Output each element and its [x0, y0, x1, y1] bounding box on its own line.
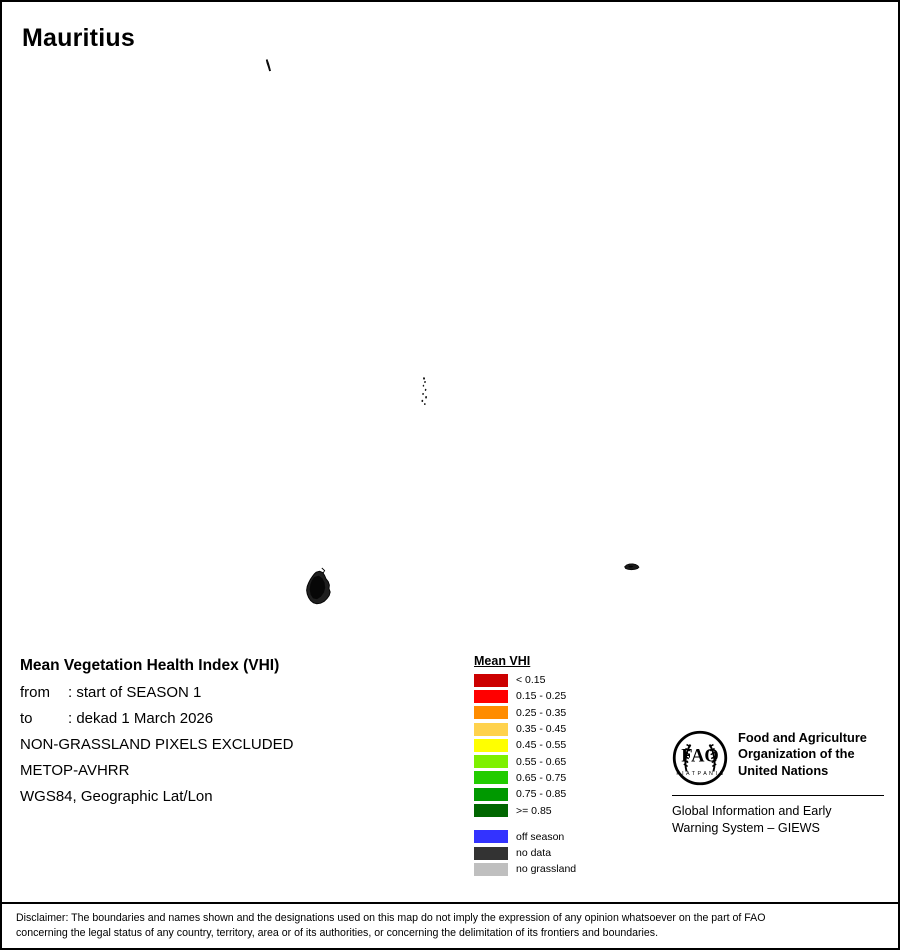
legend-label: 0.35 - 0.45	[516, 723, 567, 736]
legend-label: 0.15 - 0.25	[516, 690, 567, 703]
disclaimer-line-1: Disclaimer: The boundaries and names shown and the designations used on this map do not imply the expression of any opinion whatsoever on the part of FAO	[16, 912, 766, 925]
legend-label: no grassland	[516, 863, 577, 876]
metadata-projection: WGS84, Geographic Lat/Lon	[20, 788, 213, 805]
legend-label: off season	[516, 830, 565, 843]
legend-swatch-icon	[474, 674, 508, 687]
legend-label: 0.45 - 0.55	[516, 739, 567, 752]
legend	[474, 654, 654, 878]
page-title: Mauritius	[22, 24, 135, 52]
metadata-from-row	[20, 684, 440, 701]
legend-spacer	[474, 819, 654, 829]
giews-system-name	[672, 803, 884, 836]
legend-item-off-season	[474, 829, 654, 845]
legend-item	[474, 737, 654, 753]
fao-organization-name	[738, 730, 867, 779]
legend-label: < 0.15	[516, 674, 546, 687]
legend-swatch-icon	[474, 804, 508, 817]
map-metadata	[20, 657, 440, 814]
fao-org-line-2: Organization of the	[738, 746, 855, 762]
legend-swatch-icon	[474, 771, 508, 784]
disclaimer-line-2: concerning the legal status of any country, territory, area or of its authorities, or concerning the delimitation of its frontiers and boundaries.	[16, 926, 659, 939]
metadata-note: NON-GRASSLAND PIXELS EXCLUDED	[20, 736, 294, 753]
island-cargados-carajos	[422, 378, 427, 405]
legend-item	[474, 802, 654, 818]
metadata-to-key: to	[20, 710, 33, 727]
legend-title: Mean VHI	[474, 654, 531, 668]
legend-swatch-icon	[474, 723, 508, 736]
legend-label: 0.25 - 0.35	[516, 706, 567, 719]
legend-label: no data	[516, 847, 552, 860]
legend-swatch-icon	[474, 847, 508, 860]
disclaimer	[2, 902, 898, 948]
svg-text:F I A T P A N I S: F I A T P A N I S	[676, 770, 724, 777]
legend-swatch-icon	[474, 863, 508, 876]
giews-line-2: Warning System – GIEWS	[672, 820, 820, 835]
island-rodrigues	[625, 564, 639, 570]
legend-label: 0.75 - 0.85	[516, 788, 567, 801]
legend-swatch-icon	[474, 788, 508, 801]
legend-swatch-icon	[474, 830, 508, 843]
fao-org-line-3: United Nations	[738, 762, 829, 778]
legend-swatch-icon	[474, 690, 508, 703]
fao-attribution	[672, 730, 884, 836]
metadata-to-row	[20, 710, 440, 727]
legend-swatch-icon	[474, 706, 508, 719]
fao-logo-row	[672, 730, 884, 786]
metadata-heading: Mean Vegetation Health Index (VHI)	[20, 657, 280, 674]
metadata-to-value: : dekad 1 March 2026	[68, 710, 214, 727]
legend-swatch-icon	[474, 739, 508, 752]
metadata-sensor: METOP-AVHRR	[20, 762, 130, 779]
legend-item	[474, 770, 654, 786]
legend-item	[474, 705, 654, 721]
legend-item	[474, 721, 654, 737]
legend-item-no-data	[474, 845, 654, 861]
fao-emblem-icon	[672, 730, 728, 786]
metadata-from-value: : start of SEASON 1	[68, 684, 202, 701]
legend-label: 0.55 - 0.65	[516, 755, 567, 768]
legend-item	[474, 688, 654, 704]
svg-text:FAO: FAO	[681, 745, 719, 766]
legend-item	[474, 672, 654, 688]
metadata-from-key: from	[20, 684, 50, 701]
legend-item	[474, 786, 654, 802]
island-agalega	[266, 60, 270, 71]
legend-label: 0.65 - 0.75	[516, 771, 567, 784]
fao-org-line-1: Food and Agriculture	[738, 730, 867, 745]
fao-divider	[672, 795, 884, 796]
legend-label: >= 0.85	[516, 804, 552, 817]
legend-swatch-icon	[474, 755, 508, 768]
island-mauritius-main	[307, 568, 331, 604]
giews-line-1: Global Information and Early	[672, 804, 832, 818]
legend-item	[474, 753, 654, 769]
legend-item-no-grassland	[474, 861, 654, 877]
